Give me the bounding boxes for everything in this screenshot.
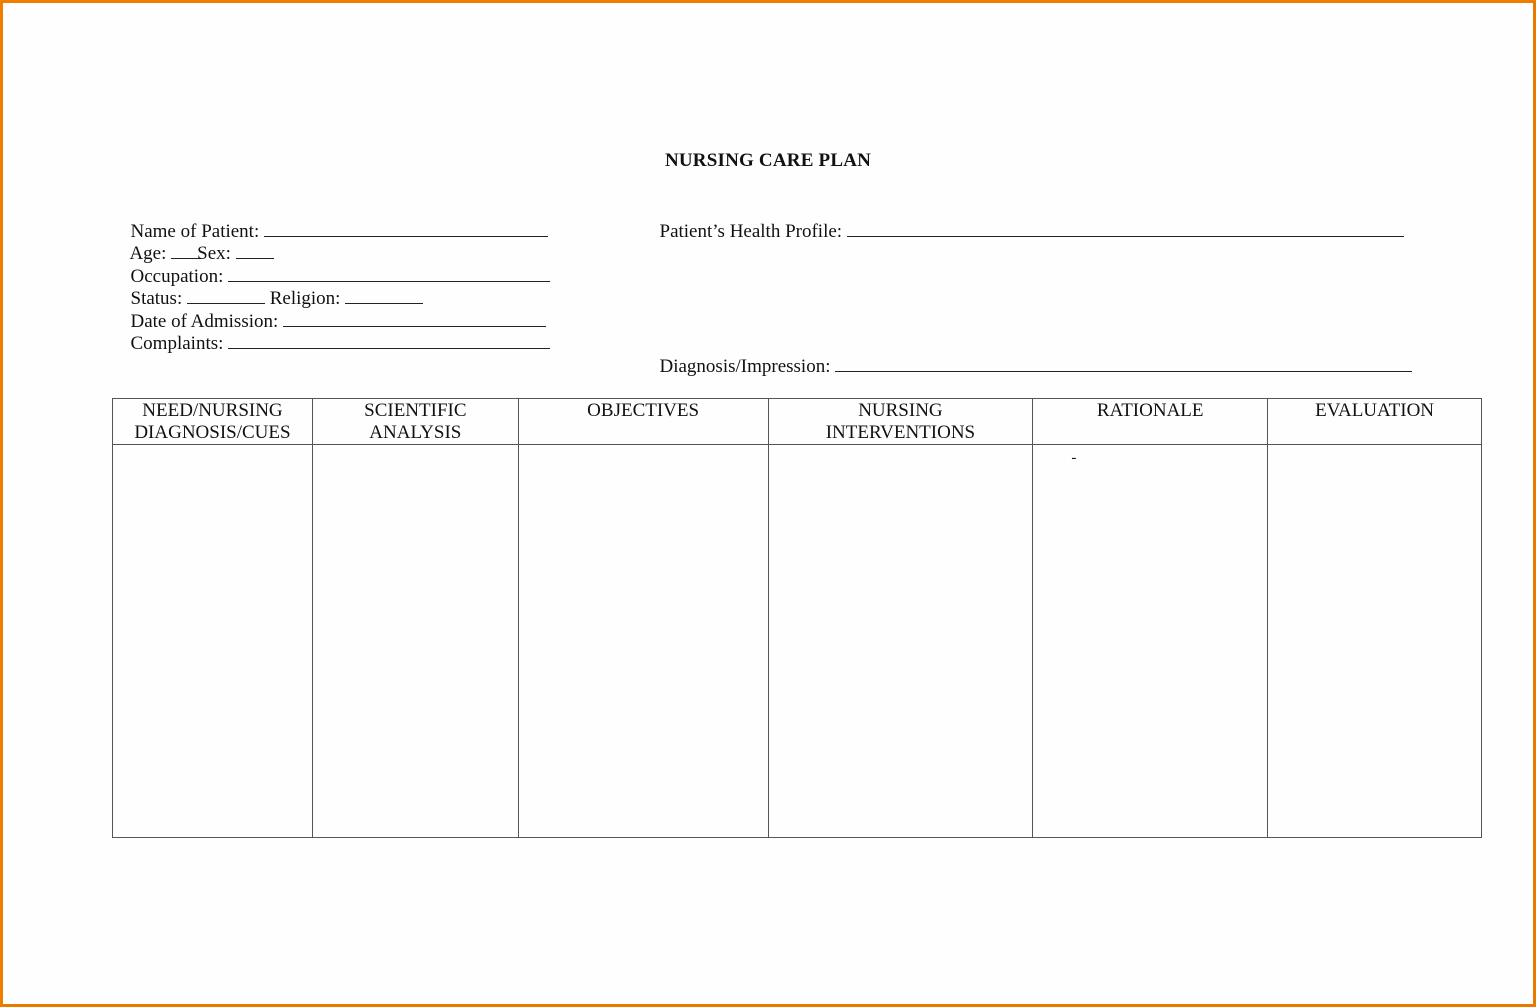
diagnosis-label: Diagnosis/Impression:: [659, 356, 831, 377]
religion-label: Religion:: [269, 288, 341, 309]
sex-label: Sex:: [197, 243, 231, 264]
table-row: [113, 445, 1482, 838]
cell-need-diagnosis[interactable]: [113, 445, 313, 838]
diagnosis-field: [650, 332, 1412, 378]
rationale-dash-mark: -: [1071, 450, 1077, 466]
health-profile-label: Patient’s Health Profile:: [659, 221, 843, 242]
occupation-label: Occupation:: [130, 266, 224, 287]
cell-evaluation[interactable]: [1268, 445, 1482, 838]
health-profile-blank[interactable]: [847, 219, 1404, 237]
col-header-objectives: OBJECTIVES: [518, 399, 768, 445]
col-header-evaluation: EVALUATION: [1268, 399, 1482, 445]
admission-date-label: Date of Admission:: [130, 311, 279, 332]
cell-rationale[interactable]: [1033, 445, 1268, 838]
page-title: NURSING CARE PLAN: [664, 150, 872, 171]
age-label: Age:: [129, 243, 167, 264]
col-header-scientific-analysis: SCIENTIFIC ANALYSIS: [312, 399, 518, 445]
diagnosis-blank[interactable]: [835, 354, 1412, 372]
col-header-rationale: RATIONALE: [1033, 399, 1268, 445]
health-profile-field: [650, 197, 1404, 243]
patient-name-blank[interactable]: [264, 219, 548, 237]
complaints-field: [121, 309, 550, 355]
col-header-need-diagnosis: NEED/NURSING DIAGNOSIS/CUES: [113, 399, 313, 445]
status-label: Status:: [130, 288, 183, 309]
complaints-blank[interactable]: [228, 331, 550, 349]
complaints-label: Complaints:: [130, 333, 224, 354]
col-header-nursing-interventions: NURSING INTERVENTIONS: [768, 399, 1033, 445]
cell-objectives[interactable]: [518, 445, 768, 838]
cell-scientific-analysis[interactable]: [312, 445, 518, 838]
cell-nursing-interventions[interactable]: [768, 445, 1033, 838]
patient-name-label: Name of Patient:: [130, 221, 260, 242]
table-header-row: [113, 399, 1482, 445]
care-plan-table: [112, 398, 1482, 838]
